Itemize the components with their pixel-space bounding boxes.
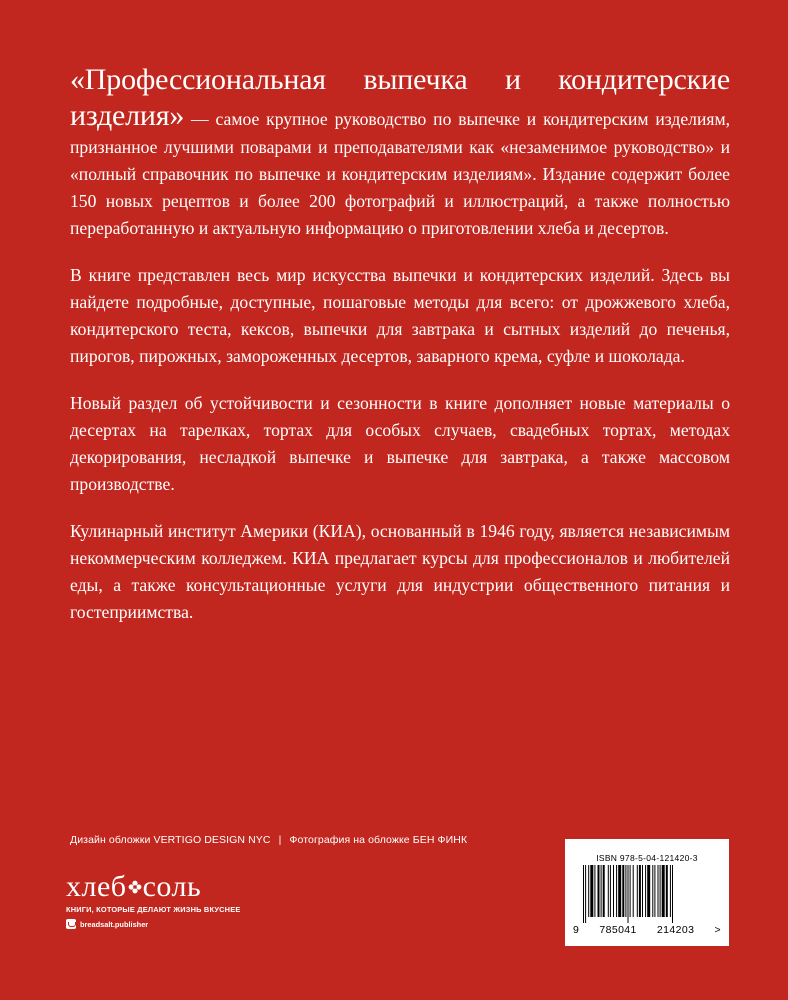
cover-credits (70, 834, 467, 846)
publisher-tagline: КНИГИ, КОТОРЫЕ ДЕЛАЮТ ЖИЗНЬ ВКУСНЕЕ (66, 905, 241, 914)
isbn-digit-group: > (714, 924, 721, 936)
vk-link (66, 919, 266, 929)
lead-paragraph-text: — самое крупное руководство по выпечке и кондитерским изделиям, признанное лучшими поварами и преподавателями как «незаменимое руководство» и «полный справочник по выпечке и кондитерским изделиям». Издание содержит более 150 новых рецептов и более 200 фотографий и иллюстраций, а также полностью переработанную и актуальную информацию о приготовлении хлеба и десертов. (70, 109, 730, 238)
vk-handle: breadsalt.publisher (80, 919, 149, 929)
design-credit: Дизайн обложки VERTIGO DESIGN NYC (70, 834, 271, 846)
description-text (70, 62, 730, 646)
isbn-digit-group: 785041 (599, 924, 637, 936)
flower-icon (128, 880, 142, 894)
barcode-icon (583, 865, 711, 923)
credit-separator: | (278, 834, 282, 846)
isbn-digit-group: 9 (573, 924, 580, 936)
isbn-barcode-box (565, 839, 729, 946)
book-title-quote: «Профессиональная выпечка и кондитерские изделия» (70, 63, 730, 132)
publisher-logo (66, 872, 266, 929)
logo-word-right: соль (142, 870, 202, 903)
photo-credit: Фотография на обложке БЕН ФИНК (289, 834, 468, 846)
logo-word-left: хлеб (66, 870, 127, 903)
vk-icon (66, 919, 76, 929)
isbn-label: ISBN 978-5-04-121420-3 (596, 853, 698, 863)
isbn-digits (573, 924, 721, 936)
paragraph-4: Кулинарный институт Америки (КИА), основанный в 1946 году, является независимым некоммерческим колледжем. КИА предлагает курсы для профессионалов и любителей еды, а также консультационные услуги для индустрии общественного питания и гостеприимства. (70, 521, 730, 622)
lead-paragraph (70, 62, 730, 242)
paragraph-2: В книге представлен весь мир искусства выпечки и кондитерских изделий. Здесь вы найдете подробные, доступные, пошаговые методы для всего: от дрожжевого хлеба, кондитерского теста, кексов, выпечки для завтрака и сытных изделий до печенья, пирогов, пирожных, замороженных десертов, заварного крема, суфле и шоколада. (70, 265, 730, 366)
logo-wordmark (66, 872, 266, 902)
paragraph-3: Новый раздел об устойчивости и сезонности в книге дополняет новые материалы о десертах на тарелках, тортах для особых случаев, свадебных тортах, методах декорирования, несладкой выпечке и выпечке для завтрака, а также массовом производстве. (70, 393, 730, 494)
isbn-digit-group: 214203 (656, 924, 695, 936)
